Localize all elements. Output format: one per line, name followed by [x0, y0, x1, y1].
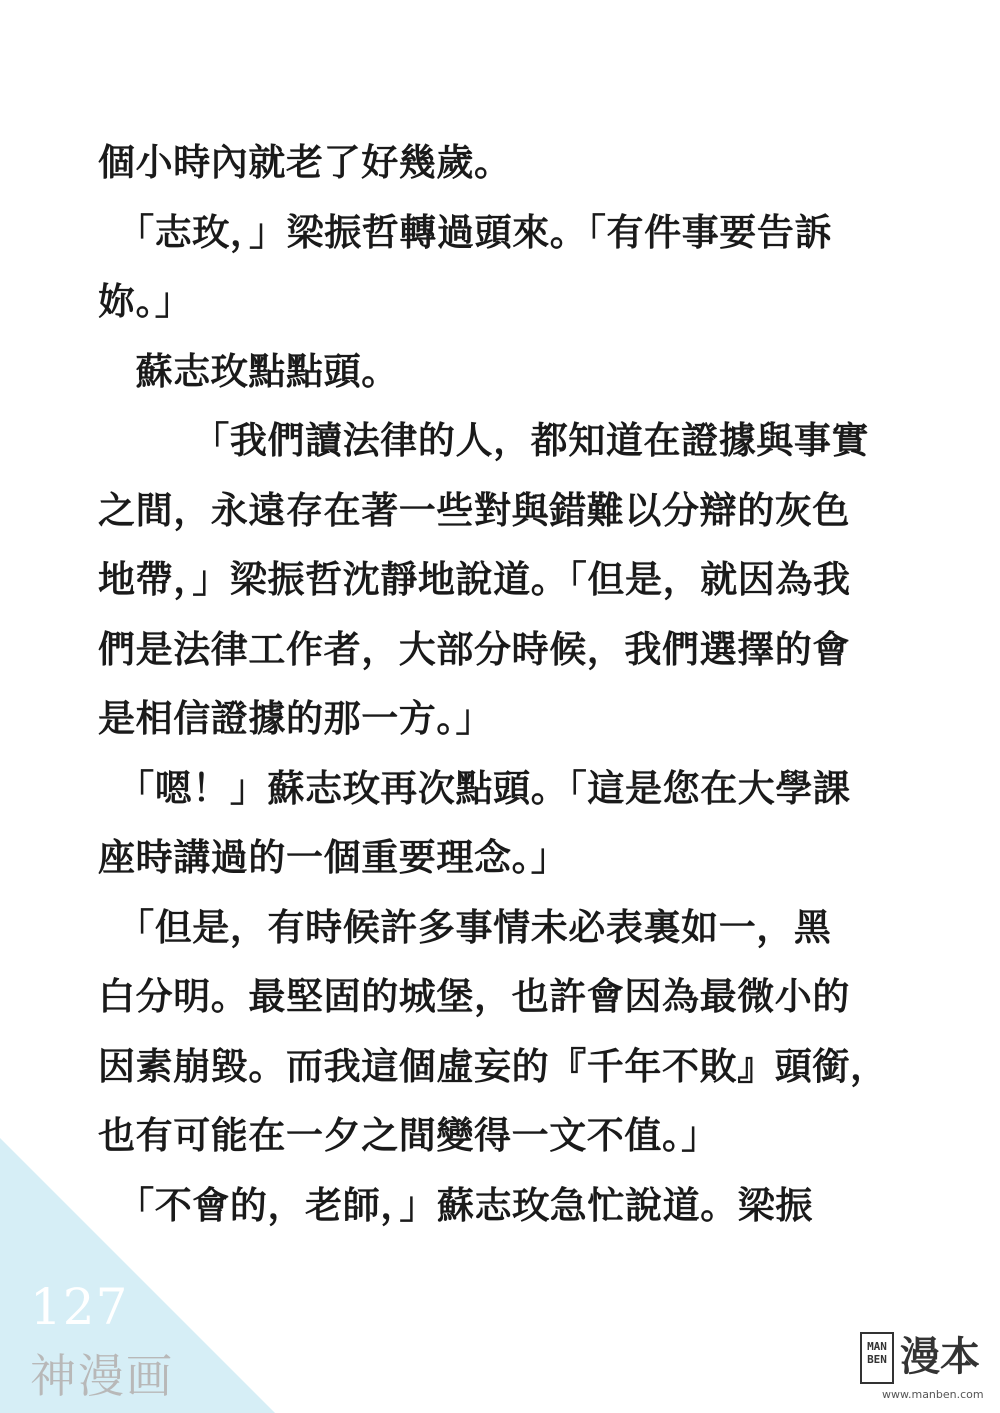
text-line: 「嗯！」蘇志玫再次點頭。「這是您在大學課: [98, 766, 851, 810]
text-line: 白分明。最堅固的城堡，也許會因為最微小的: [98, 975, 850, 1018]
text-line: 座時講過的一個重要理念。」: [98, 836, 569, 879]
text-line: 妳。」: [98, 280, 193, 323]
text-line: 蘇志玫點點頭。: [98, 349, 399, 393]
text-line: 「不會的，老師，」蘇志玫急忙說道。梁振: [98, 1183, 813, 1227]
text-line: 們是法律工作者，大部分時候，我們選擇的會: [98, 627, 850, 671]
text-line: 是相信證據的那一方。」: [98, 697, 494, 740]
text-line: 「但是，有時候許多事情未必表裏如一，黑: [98, 905, 832, 949]
logo-box: MAN BEN: [860, 1332, 894, 1384]
text-line: 「我們讀法律的人，都知道在證據與事實: [98, 419, 870, 462]
site-logo: [860, 1330, 988, 1408]
text-line: 個小時內就老了好幾歲。: [98, 141, 512, 184]
logo-name: 漫本: [900, 1334, 980, 1380]
text-line: 也有可能在一夕之間變得一文不值。」: [98, 1114, 719, 1157]
logo-url: www.manben.com: [882, 1388, 984, 1401]
text-line: 地帶，」梁振哲沈靜地說道。「但是，就因為我: [98, 558, 851, 601]
text-line: 之間，永遠存在著一些對與錯難以分辯的灰色: [98, 488, 850, 532]
text-line: 「志玫，」梁振哲轉過頭來。「有件事要告訴: [98, 210, 833, 254]
watermark-text: 神漫画: [30, 1349, 174, 1403]
page-number: 127: [30, 1278, 129, 1336]
body-text: [98, 128, 904, 1240]
text-line: 因素崩毀。而我這個虛妄的『千年不敗』頭銜，: [98, 1044, 888, 1088]
